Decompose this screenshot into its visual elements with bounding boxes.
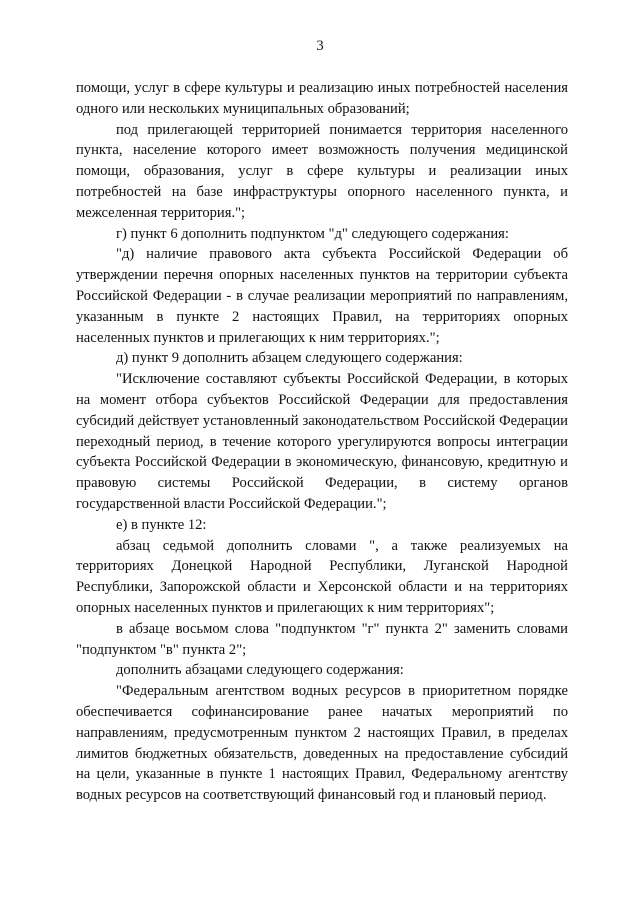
paragraph-1: помощи, услуг в сфере культуры и реализацию иных потребностей населения одного или нескольких муниципальных образований; bbox=[76, 80, 568, 117]
paragraph-3: г) пункт 6 дополнить подпунктом "д" следующего содержания: bbox=[116, 225, 509, 242]
page-number: 3 bbox=[316, 38, 324, 54]
paragraph-7: е) в пункте 12: bbox=[116, 516, 207, 533]
paragraph-6: "Исключение составляют субъекты Российской Федерации, в которых на момент отбора субъектов Российской Федерации для предоставления субсидий действует установленный законодательством Российской Федерации переходный период, в течение которого урегулируются вопросы интеграции субъекта Российской Федерации в экономическую, финансовую, кредитную и правовую системы Российской Федерации, в систему органов государственной власти Российской Федерации."; bbox=[76, 371, 568, 512]
paragraph-11: "Федеральным агентством водных ресурсов в приоритетном порядке обеспечивается софинансирование ранее начатых мероприятий по направлениям, предусмотренным пунктом 2 настоящих Правил, в пределах лимитов бюджетных обязательств, доведенных на предоставление субсидий на цели, указанные в пункте 1 настоящих Правил, Федеральному агентству водных ресурсов на соответствующий финансовый год и плановый период. bbox=[76, 683, 568, 804]
paragraph-10: дополнить абзацами следующего содержания: bbox=[116, 662, 404, 679]
paragraph-4: "д) наличие правового акта субъекта Российской Федерации об утверждении перечня опорных населенных пунктов на территории субъекта Российской Федерации - в случае реализации мероприятий по направлениям, указанным в пункте 2 настоящих Правил, на территориях опорных населенных пунктов и прилегающих к ним территориях."; bbox=[76, 246, 568, 346]
document-body bbox=[76, 78, 568, 806]
paragraph-5: д) пункт 9 дополнить абзацем следующего содержания: bbox=[116, 350, 463, 367]
paragraph-9: в абзаце восьмом слова "подпунктом "г" пункта 2" заменить словами "подпунктом "в" пункта 2"; bbox=[76, 620, 568, 658]
paragraph-8: абзац седьмой дополнить словами ", а также реализуемых на территориях Донецкой Народной Республики, Луганской Народной Республики, Запорожской области и Херсонской области и на территориях опорных населенных пунктов и прилегающих к ним территориях"; bbox=[76, 537, 568, 616]
paragraph-2: под прилегающей территорией понимается территория населенного пункта, население которого имеет возможность получения медицинской помощи, образования, услуг в сфере культуры и реализации иных потребностей на базе инфраструктуры опорного населенного пункта, и межселенная территория."; bbox=[76, 121, 568, 221]
